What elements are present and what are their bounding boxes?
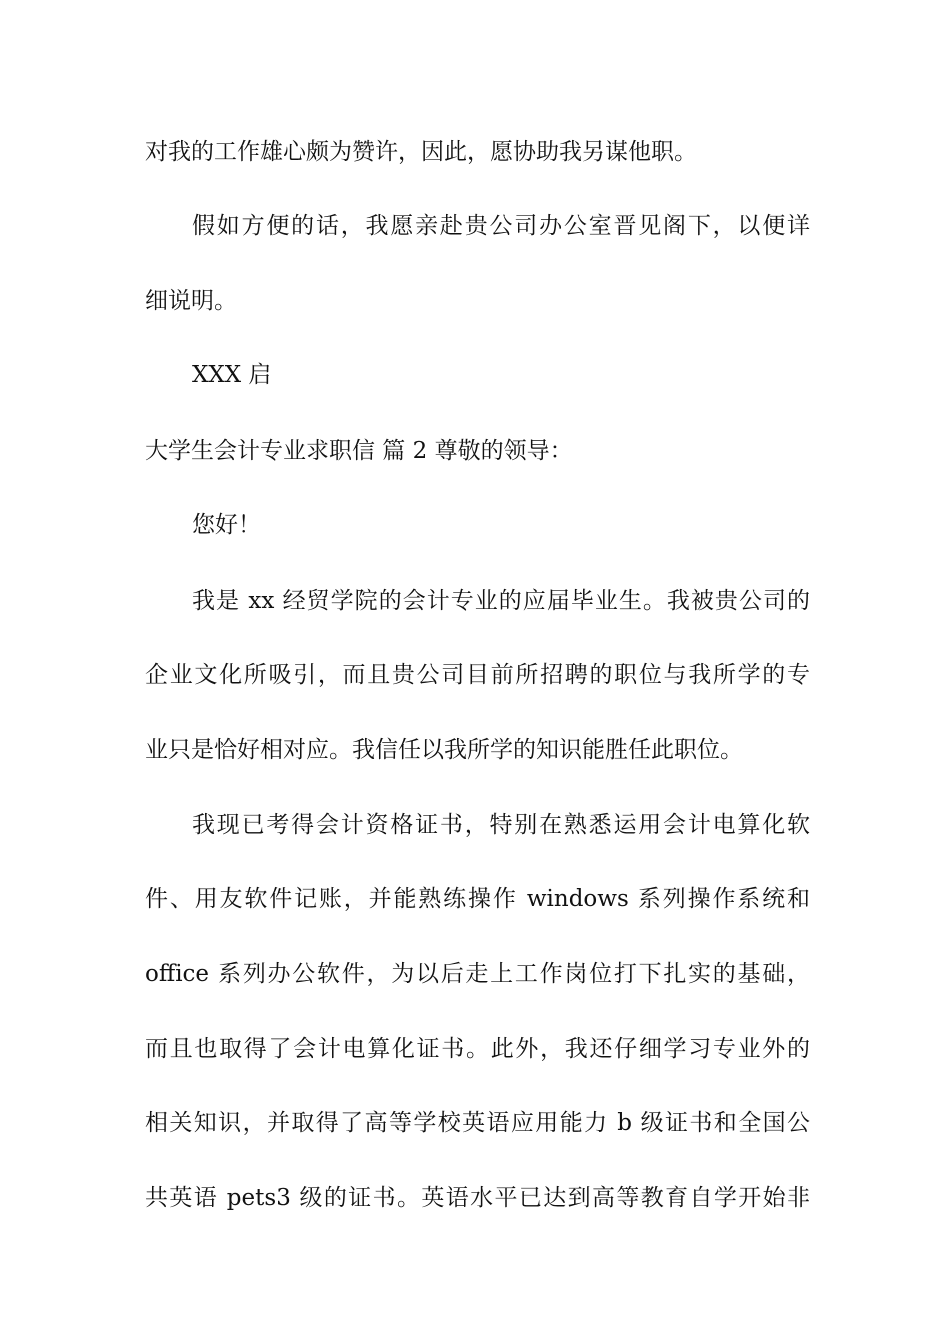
text-line-7: 我是 xx 经贸学院的会计专业的应届毕业生。我被贵公司的 (192, 588, 810, 614)
signature-line: XXX 启 (192, 362, 272, 388)
text-line-2: 假如方便的话，我愿亲赴贵公司办公室晋见阁下，以便详 (192, 213, 810, 239)
text-line-12: office 系列办公软件，为以后走上工作岗位打下扎实的基础， (145, 961, 810, 987)
greeting-line: 您好！ (192, 512, 261, 538)
text-line-9: 业只是恰好相对应。我信任以我所学的知识能胜任此职位。 (145, 737, 743, 763)
text-line-8: 企业文化所吸引，而且贵公司目前所招聘的职位与我所学的专 (145, 662, 810, 688)
text-line-11: 件、用友软件记账，并能熟练操作 windows 系列操作系统和 (145, 886, 810, 912)
text-line-13: 而且也取得了会计电算化证书。此外，我还仔细学习专业外的 (145, 1036, 810, 1062)
text-line-10: 我现已考得会计资格证书，特别在熟悉运用会计电算化软 (192, 812, 810, 838)
section-heading: 大学生会计专业求职信 篇 2 尊敬的领导： (145, 438, 573, 464)
text-line-15: 共英语 pets3 级的证书。英语水平已达到高等教育自学开始非 (145, 1185, 810, 1211)
text-line-1: 对我的工作雄心颇为赞许，因此，愿协助我另谋他职。 (145, 139, 697, 165)
text-line-3: 细说明。 (145, 288, 237, 314)
text-line-14: 相关知识，并取得了高等学校英语应用能力 b 级证书和全国公 (145, 1110, 810, 1136)
